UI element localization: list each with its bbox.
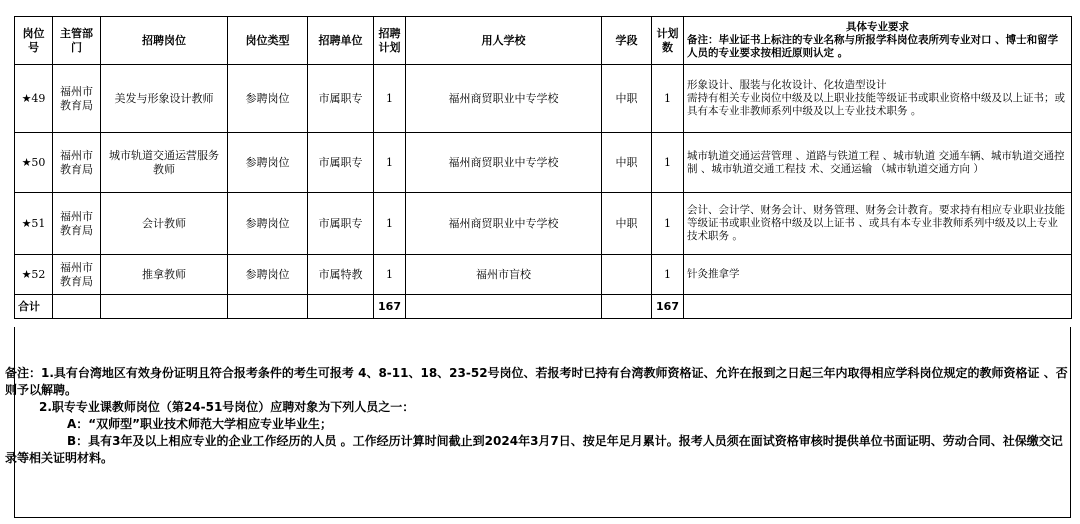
cell-plan: 1 xyxy=(652,193,684,255)
cell-post-type: 参聘岗位 xyxy=(228,133,308,193)
cell-unit: 市属职专 xyxy=(308,193,374,255)
header-post-type: 岗位类型 xyxy=(228,17,308,65)
note-line-4: B：具有3年及以上相应专业的企业工作经历的人员 。工作经历计算时间截止到2024年3月7日、按足年足月累计。报考人员须在面试资格审核时提供单位书面证明、劳动合同、社保缴交记录等相关证明材料。 xyxy=(5,434,1063,465)
cell-requirements: 城市轨道交通运营管理 、道路与铁道工程 、城市轨道 交通车辆、城市轨道交通控制 、城市轨道交通工程技 术、交通运输 （城市轨道交通方向 ） xyxy=(684,133,1072,193)
cell-position: 推拿教师 xyxy=(101,255,228,295)
cell-dept: 福州市教育局 xyxy=(53,133,101,193)
cell-dept: 福州市教育局 xyxy=(53,255,101,295)
cell-school: 福州市盲校 xyxy=(406,255,602,295)
total-plan: 167 xyxy=(652,295,684,319)
cell-position: 美发与形象设计教师 xyxy=(101,65,228,133)
table-row xyxy=(15,133,1072,193)
cell-quota: 1 xyxy=(374,133,406,193)
cell-school: 福州商贸职业中专学校 xyxy=(406,65,602,133)
note-line-2: 2.职专专业课教师岗位（第24-51号岗位）应聘对象为下列人员之一： xyxy=(39,400,415,414)
cell-stage: 中职 xyxy=(602,193,652,255)
cell-post-type: 参聘岗位 xyxy=(228,193,308,255)
cell-unit: 市属特教 xyxy=(308,255,374,295)
header-requirements xyxy=(684,17,1072,65)
cell-stage xyxy=(602,255,652,295)
cell-position: 城市轨道交通运营服务教师 xyxy=(101,133,228,193)
header-position: 招聘岗位 xyxy=(101,17,228,65)
header-dept: 主管部门 xyxy=(53,17,101,65)
cell-stage: 中职 xyxy=(602,133,652,193)
cell-plan: 1 xyxy=(652,133,684,193)
cell-stage: 中职 xyxy=(602,65,652,133)
cell-unit: 市属职专 xyxy=(308,65,374,133)
header-row xyxy=(15,17,1072,65)
cell-plan: 1 xyxy=(652,65,684,133)
header-school: 用人学校 xyxy=(406,17,602,65)
table-row xyxy=(15,65,1072,133)
cell-quota: 1 xyxy=(374,255,406,295)
recruitment-table xyxy=(14,16,1072,319)
cell-position: 会计教师 xyxy=(101,193,228,255)
table-row xyxy=(15,255,1072,295)
total-row xyxy=(15,295,1072,319)
note-line-3: A：“双师型”职业技术师范大学相应专业毕业生； xyxy=(67,417,333,431)
header-req-note: 备注：毕业证书上标注的专业名称与所报学科岗位表所列专业对口 、博士和留学人员的专业要求按相近原则认定 。 xyxy=(687,34,1059,59)
notes-box xyxy=(5,327,1071,518)
cell-school: 福州商贸职业中专学校 xyxy=(406,133,602,193)
cell-post-type: 参聘岗位 xyxy=(228,255,308,295)
header-plan: 计划数 xyxy=(652,17,684,65)
header-stage: 学段 xyxy=(602,17,652,65)
total-quota: 167 xyxy=(374,295,406,319)
cell-dept: 福州市教育局 xyxy=(53,65,101,133)
cell-requirements: 针灸推拿学 xyxy=(684,255,1072,295)
cell-unit: 市属职专 xyxy=(308,133,374,193)
cell-school: 福州商贸职业中专学校 xyxy=(406,193,602,255)
cell-plan: 1 xyxy=(652,255,684,295)
cell-post-no: ★51 xyxy=(15,193,53,255)
cell-post-type: 参聘岗位 xyxy=(228,65,308,133)
cell-dept: 福州市教育局 xyxy=(53,193,101,255)
notes-text xyxy=(5,365,1071,467)
header-req-title: 具体专业要求 xyxy=(846,21,909,33)
total-label: 合计 xyxy=(15,295,53,319)
note-line-1: 备注：1.具有台湾地区有效身份证明且符合报考条件的考生可报考 4、8-11、18、23-52号岗位、若报考时已持有台湾教师资格证、允许在报到之日起三年内取得相应学科岗位规定的教师资格证 、否则予以解聘。 xyxy=(5,366,1068,397)
cell-post-no: ★50 xyxy=(15,133,53,193)
cell-quota: 1 xyxy=(374,193,406,255)
cell-quota: 1 xyxy=(374,65,406,133)
cell-post-no: ★52 xyxy=(15,255,53,295)
header-quota: 招聘计划 xyxy=(374,17,406,65)
table-row xyxy=(15,193,1072,255)
cell-requirements: 会计、会计学、财务会计、财务管理、财务会计教育。要求持有相应专业职业技能等级证书或职业资格中级及以上证书 、或具有本专业非教师系列中级及以上专业技术职务 。 xyxy=(684,193,1072,255)
header-unit: 招聘单位 xyxy=(308,17,374,65)
cell-requirements: 形象设计、服装与化妆设计、化妆造型设计 需持有相关专业岗位中级及以上职业技能等级证书或职业资格中级及以上证书；或具有本专业非教师系列中级及以上专业技术职务 。 xyxy=(684,65,1072,133)
cell-post-no: ★49 xyxy=(15,65,53,133)
header-post-no: 岗位号 xyxy=(15,17,53,65)
